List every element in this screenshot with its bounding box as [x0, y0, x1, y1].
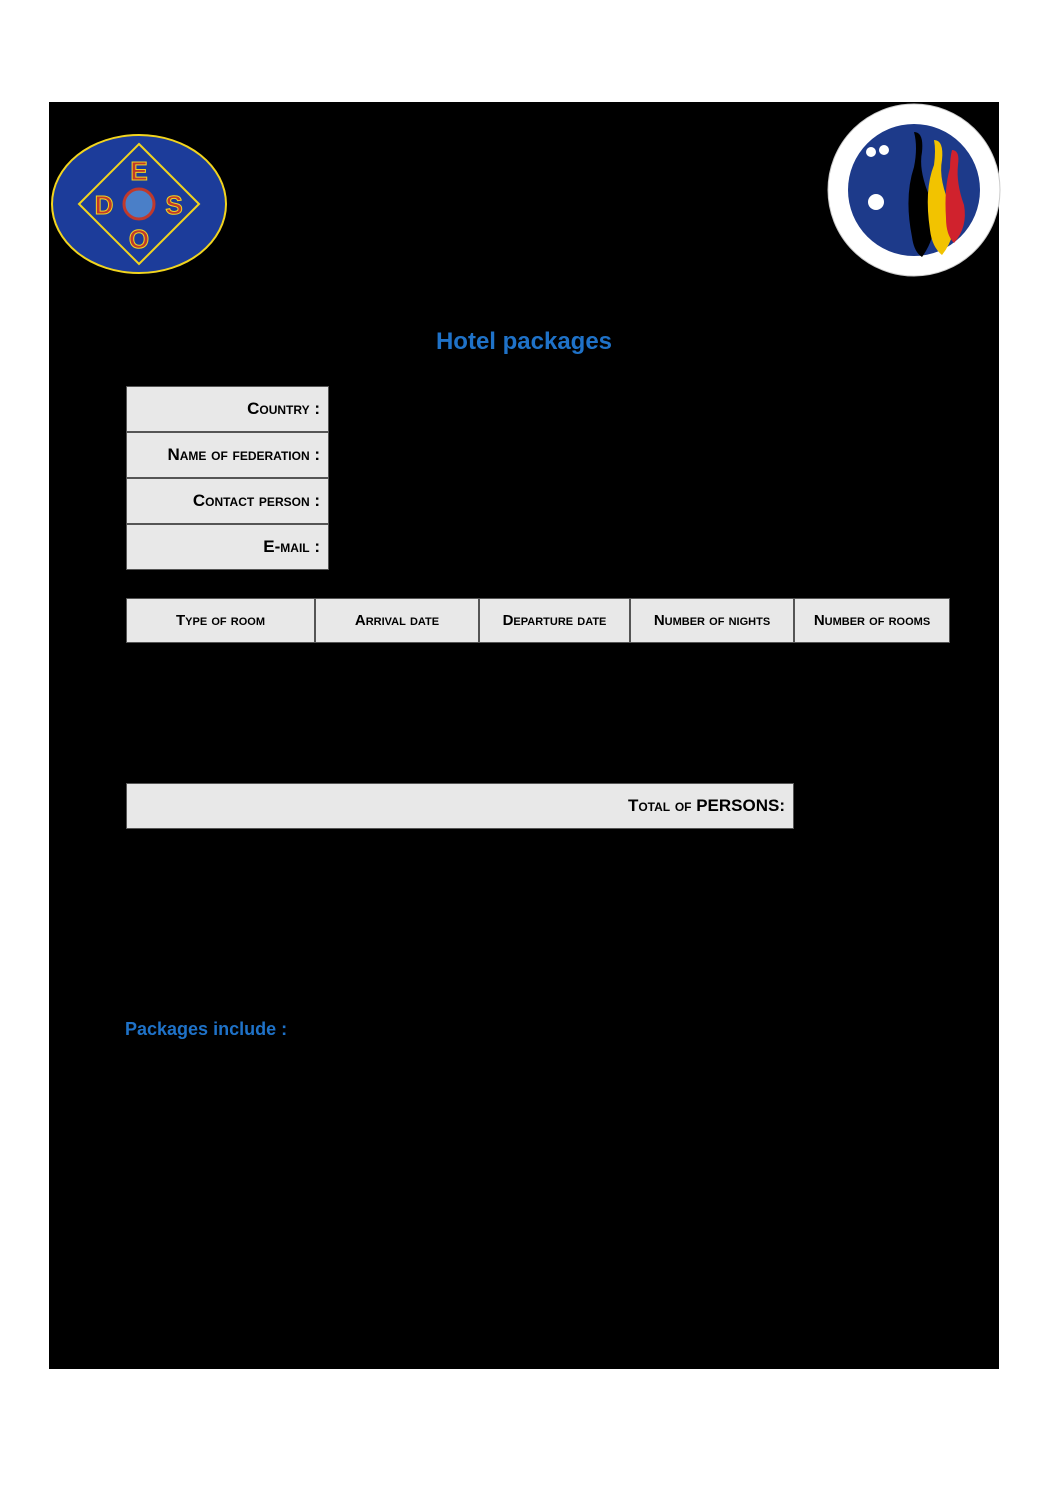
- logo-letter-s: S: [165, 190, 183, 220]
- col-number-of-nights: Number of nights: [630, 598, 794, 643]
- col-number-of-rooms: Number of rooms: [794, 598, 950, 643]
- country-label: Country :: [126, 386, 329, 432]
- logo-letter-o: O: [128, 224, 150, 254]
- contact-person-label: Contact person :: [126, 478, 329, 524]
- col-arrival-date: Arrival date: [315, 598, 479, 643]
- federation-label: Name of federation :: [126, 432, 329, 478]
- col-type-of-room: Type of room: [126, 598, 315, 643]
- document-page: [49, 102, 999, 1369]
- total-persons-label: Total of PERSONS:: [126, 783, 794, 829]
- edso-logo: [49, 132, 229, 277]
- logo-letter-e: E: [130, 156, 148, 186]
- page-title: Hotel packages: [435, 328, 613, 355]
- email-label: E-mail :: [126, 524, 329, 570]
- packages-heading: Packages include :: [125, 1019, 288, 1039]
- logo-letter-d: D: [94, 190, 114, 220]
- col-departure-date: Departure date: [479, 598, 630, 643]
- championship-logo: [826, 102, 1002, 278]
